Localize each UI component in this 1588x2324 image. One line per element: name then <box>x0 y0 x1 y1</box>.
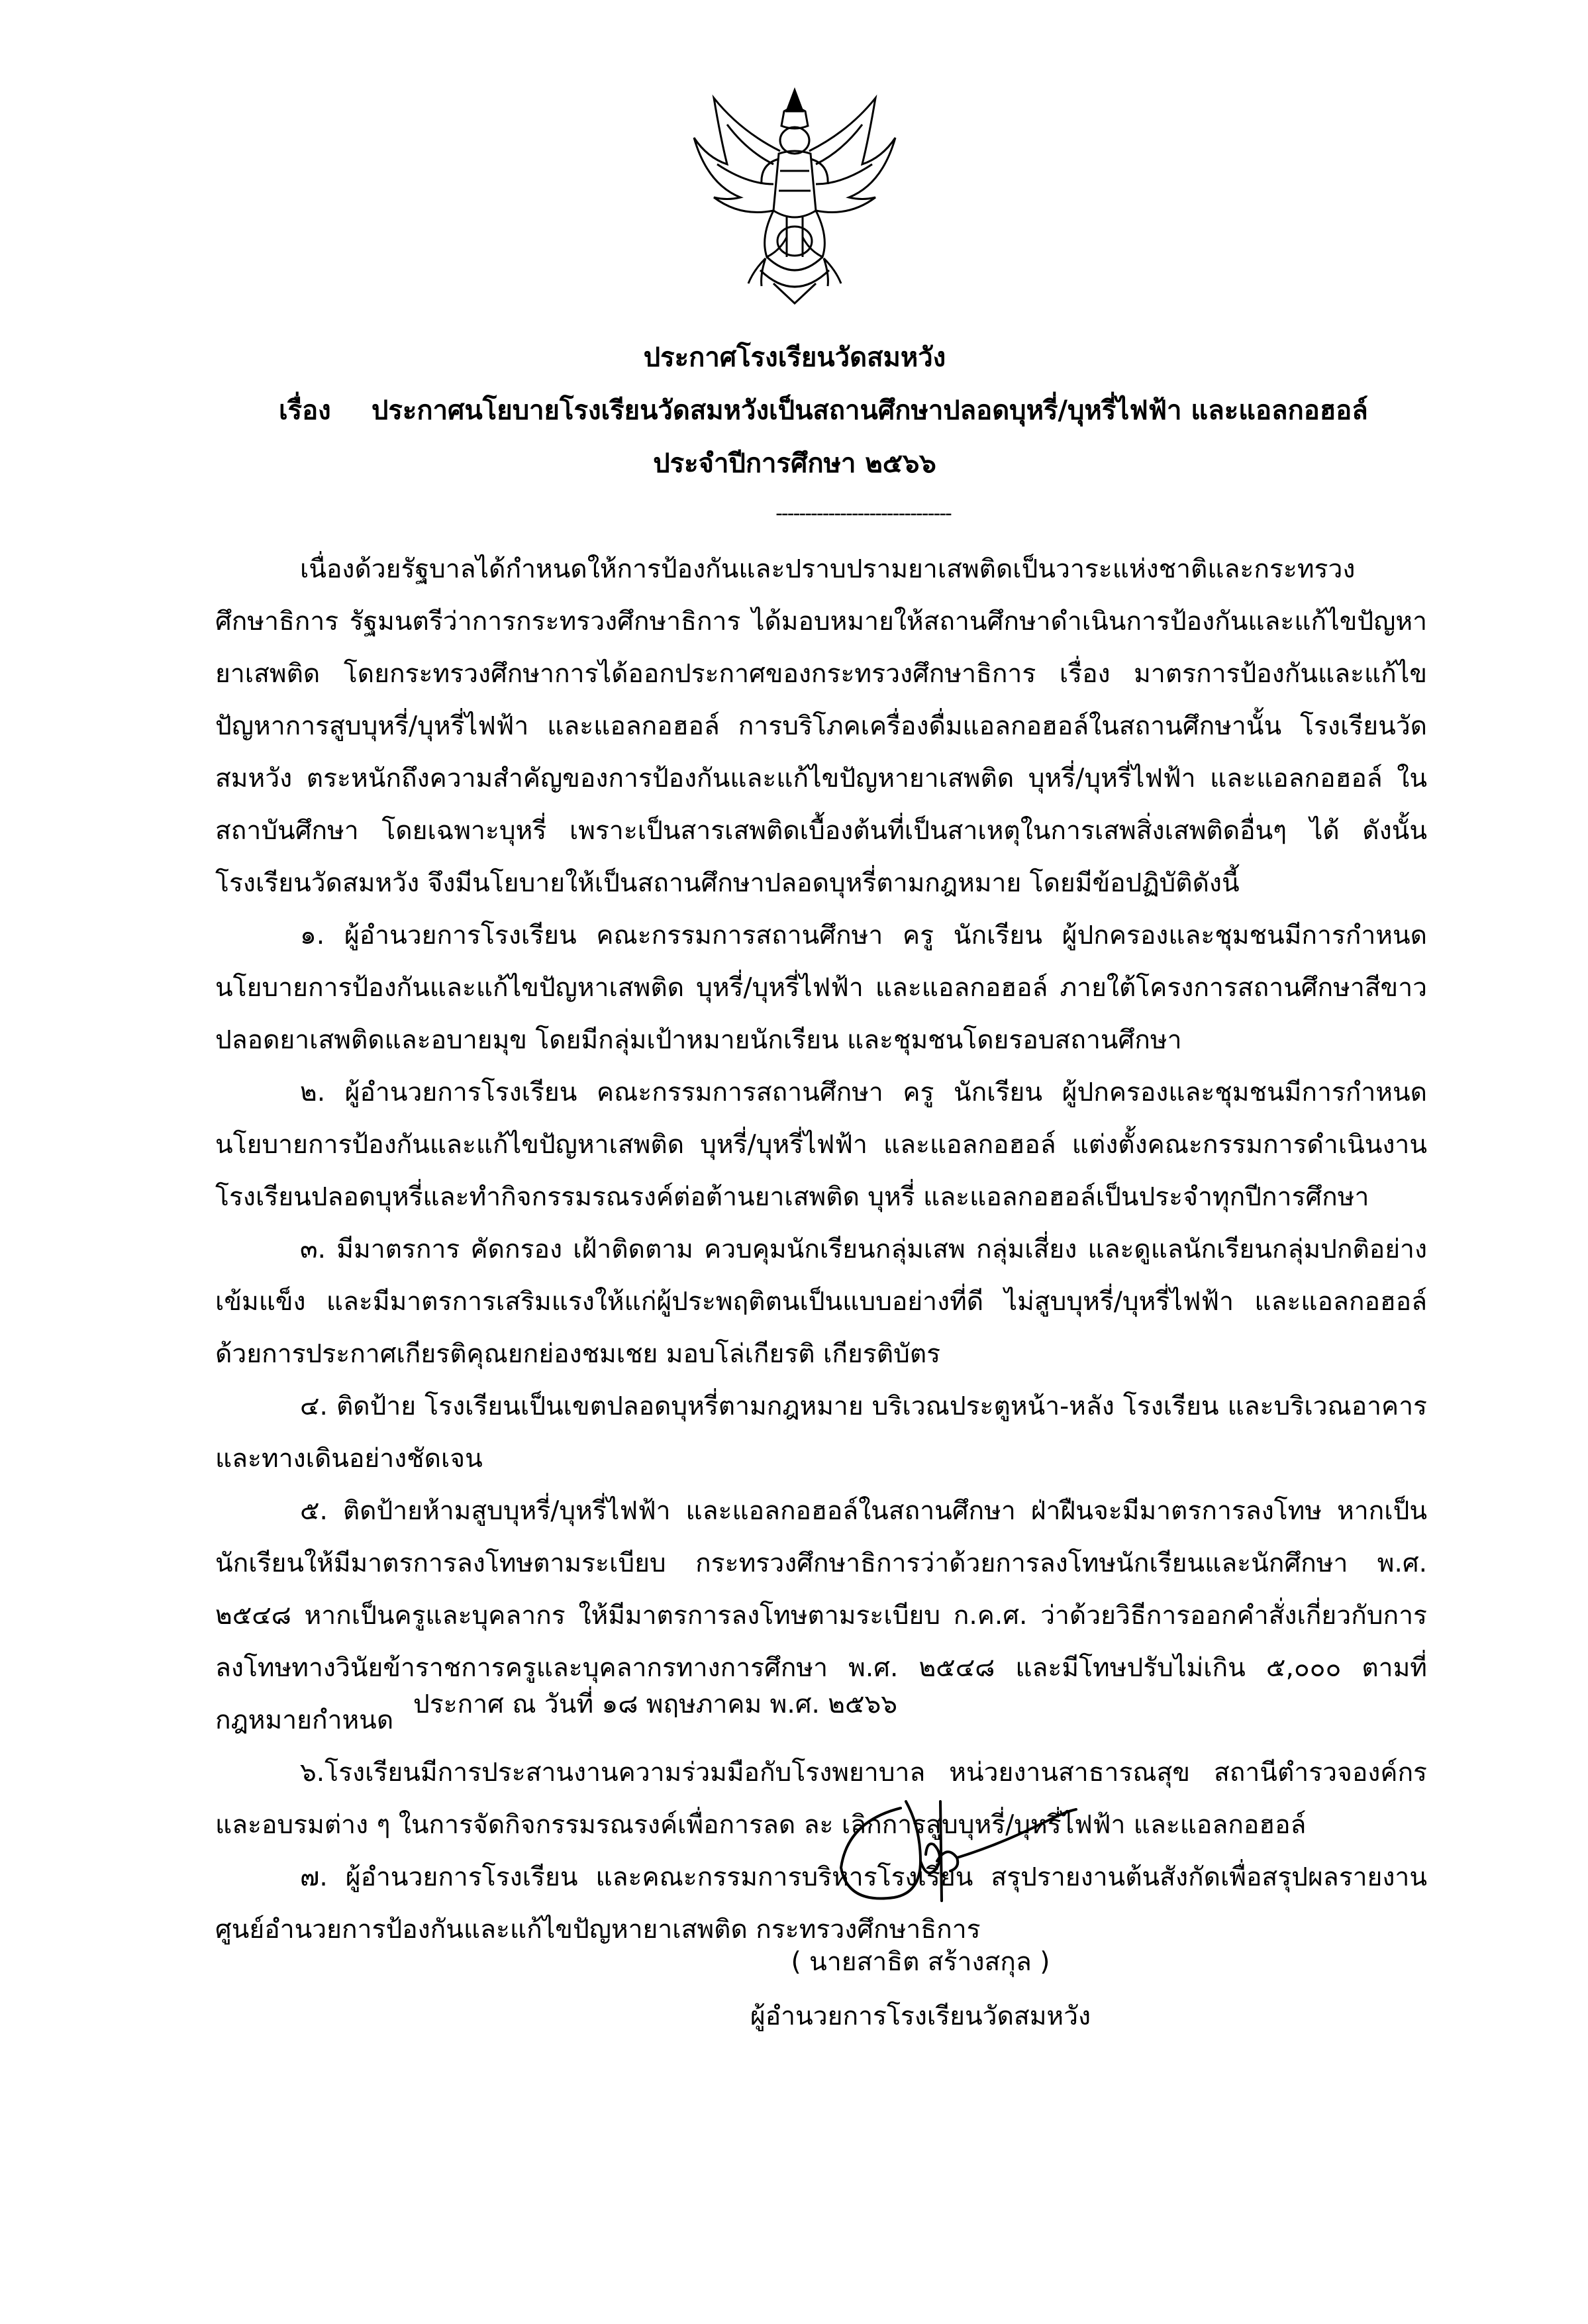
announcement-title: ประกาศโรงเรียนวัดสมหวัง <box>643 342 946 373</box>
header-separator: ------------------------------ <box>775 502 951 525</box>
policy-item-6: ๖.โรงเรียนมีการประสานงานความร่วมมือกับโรงพยาบาล หน่วยงานสาธารณสุข สถานีตำรวจองค์กรและอบรมต่าง ๆ ในการจัดกิจกรรมรณรงค์เพื่อการลด ละ เลิกการสูบบุหรี่/บุหรี่ไฟฟ้า และแอลกอฮอล์ <box>215 1758 1427 1840</box>
announcement-subject <box>199 392 1537 429</box>
policy-item-5: ๕. ติดป้ายห้ามสูบบุหรี่/บุหรี่ไฟฟ้า และแอลกอฮอล์ในสถานศึกษา ฝ่าฝืนจะมีมาตรการลงโทษ หากเป็นนักเรียนให้มีมาตรการลงโทษตามระเบียบ กระทรวงศึกษาธิการว่าด้วยการลงโทษนักเรียนและนักศึกษา พ.ศ. ๒๕๔๘ หากเป็นครูและบุคลากร ให้มีมาตรการลงโทษตามระเบียบ ก.ค.ศ. ว่าด้วยวิธีการออกคำสั่งเกี่ยวกับการลงโทษทางวินัยข้าราชการครูและบุคลากรทางการศึกษา พ.ศ. ๒๕๔๘ และมีโทษปรับไม่เกิน ๕,๐๐๐ ตามที่กฎหมายกำหนด <box>215 1496 1427 1735</box>
policy-item-1: ๑. ผู้อำนวยการโรงเรียน คณะกรรมการสถานศึกษา ครู นักเรียน ผู้ปกครองและชุมชนมีการกำหนดนโยบายการป้องกันและแก้ไขปัญหาเสพติด บุหรี่/บุหรี่ไฟฟ้า และแอลกอฮอล์ ภายใต้โครงการสถานศึกษาสีขาวปลอดยาเสพติดและอบายมุข โดยมีกลุ่มเป้าหมายนักเรียน และชุมชนโดยรอบสถานศึกษา <box>215 921 1427 1055</box>
policy-item-7: ๗. ผู้อำนวยการโรงเรียน และคณะกรรมการบริหารโรงเรียน สรุปรายงานต้นสังกัดเพื่อสรุปผลรายงานศูนย์อำนวยการป้องกันและแก้ไขปัญหายาเสพติด กระทรวงศึกษาธิการ <box>215 1862 1427 1945</box>
subject-label: เรื่อง <box>279 395 331 426</box>
subject-text: ประกาศนโยบายโรงเรียนวัดสมหวังเป็นสถานศึกษาปลอดบุหรี่/บุหรี่ไฟฟ้า และแอลกอฮอล์ <box>372 395 1368 426</box>
announcement-body <box>215 543 1427 1956</box>
garuda-emblem-icon <box>687 85 902 310</box>
academic-year-line: ประจำปีการศึกษา ๒๕๖๖ <box>653 448 936 479</box>
signature-icon <box>821 1782 1086 1914</box>
signer-name: ( นายสาธิต สร้างสกุล ) <box>791 1947 1050 1977</box>
policy-item-4: ๔. ติดป้าย โรงเรียนเป็นเขตปลอดบุหรี่ตามกฎหมาย บริเวณประตูหน้า-หลัง โรงเรียน และบริเวณอาคารและทางเดินอย่างชัดเจน <box>215 1391 1427 1474</box>
signer-position: ผู้อำนวยการโรงเรียนวัดสมหวัง <box>750 2001 1091 2031</box>
intro-paragraph: เนื่องด้วยรัฐบาลได้กำหนดให้การป้องกันและปราบปรามยาเสพติดเป็นวาระแห่งชาติและกระทรวงศึกษาธิการ รัฐมนตรีว่าการกระทรวงศึกษาธิการ ได้มอบหมายให้สถานศึกษาดำเนินการป้องกันและแก้ไขปัญหายาเสพติด โดยกระทรวงศึกษาการได้ออกประกาศของกระทรวงศึกษาธิการ เรื่อง มาตรการป้องกันและแก้ไขปัญหาการสูบบุหรี่/บุหรี่ไฟฟ้า และแอลกอฮอล์ การบริโภคเครื่องดื่มแอลกอฮอล์ในสถานศึกษานั้น โรงเรียนวัดสมหวัง ตระหนักถึงความสำคัญของการป้องกันและแก้ไขปัญหายาเสพติด บุหรี่/บุหรี่ไฟฟ้า และแอลกอฮอล์ ในสถาบันศึกษา โดยเฉพาะบุหรี่ เพราะเป็นสารเสพติดเบื้องต้นที่เป็นสาเหตุในการเสพสิ่งเสพติดอื่นๆ ได้ ดังนั้น โรงเรียนวัดสมหวัง จึงมีนโยบายให้เป็นสถานศึกษาปลอดบุหรี่ตามกฎหมาย โดยมีข้อปฏิบัติดังนี้ <box>215 554 1427 898</box>
policy-item-3: ๓. มีมาตรการ คัดกรอง เฝ้าติดตาม ควบคุมนักเรียนกลุ่มเสพ กลุ่มเสี่ยง และดูแลนักเรียนกลุ่มปกติอย่างเข้มแข็ง และมีมาตรการเสริมแรงให้แก่ผู้ประพฤติตนเป็นแบบอย่างที่ดี ไม่สูบบุหรี่/บุหรี่ไฟฟ้า และแอลกอฮอล์ด้วยการประกาศเกียรติคุณยกย่องชมเชย มอบโล่เกียรติ เกียรติบัตร <box>215 1235 1427 1369</box>
policy-item-2: ๒. ผู้อำนวยการโรงเรียน คณะกรรมการสถานศึกษา ครู นักเรียน ผู้ปกครองและชุมชนมีการกำหนดนโยบายการป้องกันและแก้ไขปัญหาเสพติด บุหรี่/บุหรี่ไฟฟ้า และแอลกอฮอล์ แต่งตั้งคณะกรรมการดำเนินงานโรงเรียนปลอดบุหรี่และทำกิจกรรมรณรงค์ต่อต้านยาเสพติด บุหรี่ และแอลกอฮอล์เป็นประจำทุกปีการศึกษา <box>215 1078 1427 1212</box>
announcement-date: ประกาศ ณ วันที่ ๑๘ พฤษภาคม พ.ศ. ๒๕๖๖ <box>413 1690 898 1719</box>
